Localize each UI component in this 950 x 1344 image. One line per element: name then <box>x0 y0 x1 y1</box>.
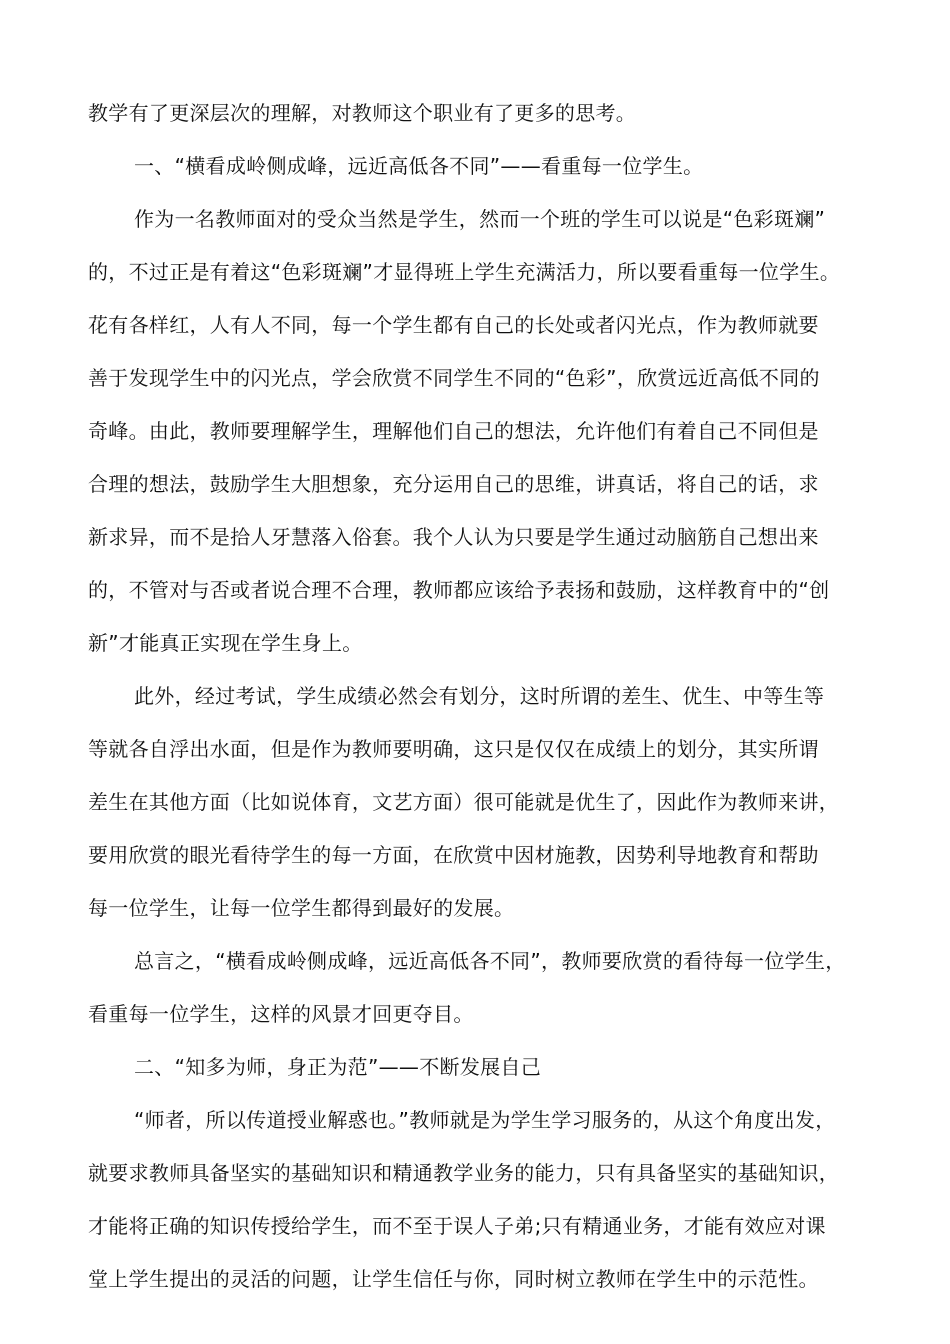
section-heading: 一、“横看成岭侧成峰，远近高低各不同”——看重每一位学生。 <box>134 154 704 178</box>
paragraph-line: 新”才能真正实现在学生身上。 <box>88 631 363 655</box>
paragraph-line: 等就各自浮出水面，但是作为教师要明确，这只是仅仅在成绩上的划分，其实所谓 <box>88 737 819 761</box>
paragraph-line: 差生在其他方面（比如说体育，文艺方面）很可能就是优生了，因此作为教师来讲， <box>88 790 840 814</box>
paragraph-line: “师者，所以传道授业解惑也。”教师就是为学生学习服务的，从这个角度出发， <box>134 1108 836 1132</box>
section-heading: 二、“知多为师，身正为范”——不断发展自己 <box>134 1055 542 1079</box>
paragraph-line: 要用欣赏的眼光看待学生的每一方面，在欣赏中因材施教，因势利导地教育和帮助 <box>88 843 819 867</box>
paragraph-line: 就要求教师具备坚实的基础知识和精通教学业务的能力，只有具备坚实的基础知识， <box>88 1161 840 1185</box>
paragraph-line: 奇峰。由此，教师要理解学生，理解他们自己的想法，允许他们有着自己不同但是 <box>88 419 819 443</box>
text-line: 教学有了更深层次的理解，对教师这个职业有了更多的思考。 <box>88 101 637 125</box>
paragraph-line: 新求异，而不是拾人牙慧落入俗套。我个人认为只要是学生通过动脑筋自己想出来 <box>88 525 819 549</box>
paragraph-line: 每一位学生，让每一位学生都得到最好的发展。 <box>88 896 515 920</box>
paragraph-line: 总言之，“横看成岭侧成峰，远近高低各不同”，教师要欣赏的看待每一位学生， <box>134 949 846 973</box>
paragraph-line: 的，不过正是有着这“色彩斑斓”才显得班上学生充满活力，所以要看重每一位学生。 <box>88 260 841 284</box>
paragraph-line: 堂上学生提出的灵活的问题，让学生信任与你，同时树立教师在学生中的示范性。 <box>88 1267 819 1291</box>
paragraph-line: 合理的想法，鼓励学生大胆想象，充分运用自己的思维，讲真话，将自己的话，求 <box>88 472 819 496</box>
paragraph-line: 此外，经过考试，学生成绩必然会有划分，这时所谓的差生、优生、中等生等 <box>134 684 825 708</box>
paragraph-line: 善于发现学生中的闪光点，学会欣赏不同学生不同的“色彩”，欣赏远近高低不同的 <box>88 366 820 390</box>
paragraph-line: 作为一名教师面对的受众当然是学生，然而一个班的学生可以说是“色彩斑斓” <box>134 207 826 231</box>
paragraph-line: 才能将正确的知识传授给学生，而不至于误人子弟;只有精通业务，才能有效应对课 <box>88 1214 826 1238</box>
paragraph-line: 看重每一位学生，这样的风景才回更夺目。 <box>88 1002 474 1026</box>
paragraph-line: 花有各样红，人有人不同，每一个学生都有自己的长处或者闪光点，作为教师就要 <box>88 313 819 337</box>
paragraph-line: 的，不管对与否或者说合理不合理，教师都应该给予表扬和鼓励，这样教育中的“创 <box>88 578 830 602</box>
